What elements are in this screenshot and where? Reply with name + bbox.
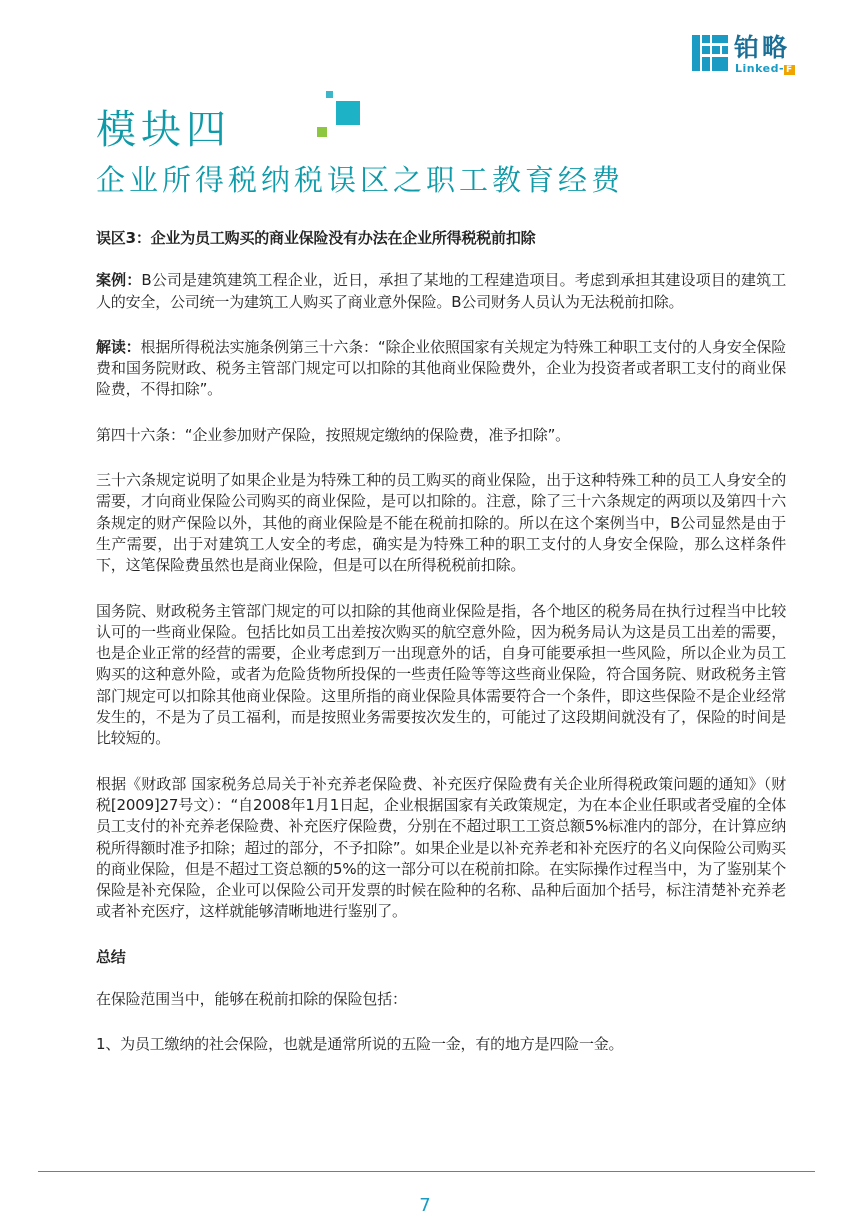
page-number: 7	[419, 1195, 431, 1216]
module-title: 模块四	[96, 107, 231, 153]
brand-logo	[688, 33, 818, 75]
article-46-paragraph: 第四十六条：“企业参加财产保险，按照规定缴纳的保险费，准予扣除”。	[96, 425, 570, 444]
analysis-paragraph-2: 国务院、财政税务主管部门规定的可以扣除的其他商业保险是指，各个地区的税务局在执行过程当中比较认可的一些商业保险。包括比如员工出差按次购买的航空意外险，因为税务局认为这是员工出差的需要，也是企业正常的经营的需要，企业考虑到万一出现意外的话，自身可能要承担一些风险，所以企业为员工购买的这种意外险，或者为危险货物所投保的一些责任险等等这些商业保险，符合国务院、财政税务主管部门规定可以扣除其他商业保险。这里所指的商业保险具体需要符合一个条件，即这些保险不是企业经常发生的，不是为了员工福利，而是按照业务需要按次发生的，可能过了这段期间就没有了，保险的时间是比较短的。	[96, 601, 786, 748]
analysis-paragraph-1: 三十六条规定说明了如果企业是为特殊工种的员工购买的商业保险，出于这种特殊工种的员工人身安全的需要，才向商业保险公司购买的商业保险，是可以扣除的。注意，除了三十六条规定的两项以及第四十六条规定的财产保险以外，其他的商业保险是不能在税前扣除的。所以在这个案例当中，B公司显然是由于生产需要，出于对建筑工人安全的考虑，确实是为特殊工种的职工支付的人身安全保险，那么这样条件下，这笔保险费虽然也是商业保险，但是可以在所得税税前扣除。	[96, 471, 786, 575]
section-heading: 误区3：企业为员工购买的商业保险没有办法在企业所得税税前扣除	[96, 229, 536, 247]
decorative-square-green	[317, 127, 327, 137]
document-body	[96, 228, 786, 1080]
decorative-square-large	[336, 101, 360, 125]
case-text: B公司是建筑建筑工程企业，近日，承担了某地的工程建造项目。考虑到承担其建设项目的建筑工人的安全，公司统一为建筑工人购买了商业意外保险。B公司财务人员认为无法税前扣除。	[96, 271, 786, 311]
logo-brand-cn: 铂略	[734, 33, 791, 62]
module-subtitle: 企业所得税纳税误区之职工教育经费	[96, 163, 625, 197]
interpretation-label: 解读：	[96, 337, 141, 356]
logo-brand-en	[735, 63, 795, 76]
logo-mark-icon	[692, 35, 728, 71]
logo-brand-en-tag: F	[786, 65, 793, 75]
summary-item-1: 1、为员工缴纳的社会保险，也就是通常所说的五险一金，有的地方是四险一金。	[96, 1035, 624, 1054]
decorative-square-small	[326, 91, 333, 98]
logo-brand-en-text: Linked-	[735, 62, 785, 75]
summary-heading: 总结	[96, 947, 126, 966]
footer-divider	[38, 1171, 815, 1172]
summary-intro: 在保险范围当中，能够在税前扣除的保险包括：	[96, 990, 407, 1009]
interpretation-paragraph	[96, 337, 786, 401]
case-label: 案例：	[96, 271, 142, 290]
case-paragraph	[96, 270, 786, 313]
analysis-paragraph-3: 根据《财政部 国家税务总局关于补充养老保险费、补充医疗保险费有关企业所得税政策问题的通知》（财税[2009]27号文）：“自2008年1月1日起，企业根据国家有关政策规定，为在本企业任职或者受雇的全体员工支付的补充养老保险费、补充医疗保险费，分别在不超过职工工资总额5%标准内的部分，在计算应纳税所得额时准予扣除；超过的部分，不予扣除”。如果企业是以补充养老和补充医疗的名义向保险公司购买的商业保险，但是不超过工资总额的5%的这一部分可以在税前扣除。在实际操作过程当中，为了鉴别某个保险是补充保险，企业可以保险公司开发票的时候在险种的名称、品种后面加个括号，标注清楚补充养老或者补充医疗，这样就能够清晰地进行鉴别了。	[96, 774, 786, 921]
interpretation-text: 根据所得税法实施条例第三十六条：“除企业依照国家有关规定为特殊工种职工支付的人身安全保险费和国务院财政、税务主管部门规定可以扣除的其他商业保险费外，企业为投资者或者职工支付的商业保险费，不得扣除”。	[96, 337, 786, 399]
